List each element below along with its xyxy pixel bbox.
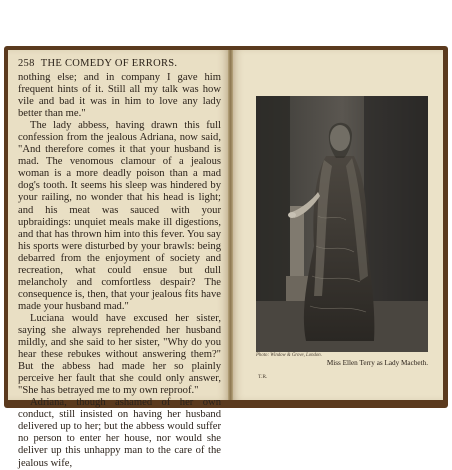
book-gutter [228, 50, 233, 400]
page-header [18, 58, 218, 69]
paragraph: The lady abbess, having drawn this full confession from the jealous Adriana, now said, "And therefore comes it that your husband is mad. The venomous clamour of a jealous woman is a more deadly poison than a mad dog's tooth. It seems his sleep was hindered by your railing, no wonder that his head is light; and his meat was sauced with your upbraidings: unquiet meals make ill digestions, and that has thrown him into this fever. You say his sports were disturbed by your brawls: being debarred from the enjoyment of society and recreation, what could ensue but dull melancholy and comfortless despair? The consequence is, then, that your jealous fits have made your husband mad." [18, 120, 221, 312]
paragraph: nothing else; and in company I gave him frequent hints of it. Still all my talk was how vile and bad it was in him to love any lady better than me." [18, 72, 221, 120]
paragraph: Adriana, though ashamed of her own conduct, still insisted on having her husband delivered up to her; but the abbess would suffer no person to enter her house, nor would she deliver up this unhappy man to the care of the jealous wife, [18, 397, 221, 469]
plate-caption: Miss Ellen Terry as Lady Macbeth. [326, 359, 428, 367]
body-text [18, 72, 221, 470]
page-number: 258 [18, 58, 35, 69]
actress-photograph [256, 96, 428, 352]
paragraph: Luciana would have excused her sister, saying she always reprehended her husband mildly, and she said to her sister, "Why do you hear these rebukes without answering them?" But the abbess had made her so plainly perceive her fault that she could only answer, "She has betrayed me to my own reproof." [18, 312, 221, 397]
running-title: THE COMEDY OF ERRORS. [40, 58, 178, 69]
plate-marker: T.R. [258, 374, 268, 380]
photo-credit: Photo: Window & Grove, London. [256, 353, 322, 358]
